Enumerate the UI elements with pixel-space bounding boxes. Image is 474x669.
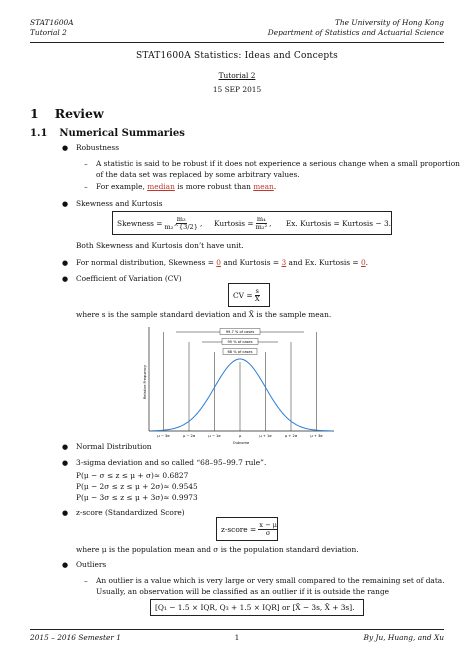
x-tick-label: μ − 1σ: [208, 434, 221, 438]
example-end: .: [273, 182, 277, 191]
label-95: 95 % of cases: [227, 340, 253, 344]
robustness-title: Robustness: [76, 143, 119, 152]
tutorial-label: Tutorial 2: [30, 28, 67, 37]
subsection-number: 1.1: [30, 128, 48, 139]
zscore-where: where μ is the population mean and σ is the population standard deviation.: [76, 545, 359, 554]
kurtosis-label: Kurtosis =: [214, 218, 254, 228]
zscore-fraction: [258, 522, 278, 537]
x-axis-label: Outcome: [232, 441, 250, 445]
zscore-label: z-score =: [221, 524, 257, 534]
example-prefix: For example,: [96, 182, 148, 191]
bracket-95: [202, 339, 278, 345]
x-tick-label: μ + 3σ: [310, 434, 323, 438]
zscore-denominator: σ: [265, 528, 271, 537]
robustness-line2: of the data set was replaced by some arbitrary values.: [96, 170, 300, 179]
section-title: Review: [54, 106, 104, 121]
subsection-heading: [30, 128, 185, 139]
outliers-title: Outliers: [76, 560, 107, 569]
moments-prefix: For normal distribution, Skewness =: [76, 258, 217, 267]
bracket-68: [223, 349, 257, 355]
bullet-icon: ●: [62, 561, 69, 569]
prob-three-sigma: P(μ − 3σ ≤ z ≤ μ + 3σ)≈ 0.9973: [76, 493, 198, 502]
bullet-icon: ●: [62, 144, 69, 152]
page-header: [30, 18, 444, 42]
robustness-example: [96, 182, 276, 192]
zscore-formula-box: [216, 517, 278, 541]
document-date: 15 SEP 2015: [212, 85, 262, 94]
normal-curve-figure: [140, 322, 340, 448]
x-tick-label: μ + 1σ: [259, 434, 272, 438]
moments-mid2: and Ex. Kurtosis =: [286, 258, 361, 267]
subsection-title: Numerical Summaries: [59, 128, 185, 139]
median-term: median: [147, 182, 175, 191]
cv-label: CV =: [233, 290, 253, 300]
page-footer: [30, 633, 444, 642]
kurtosis-denominator: m₂²: [255, 222, 268, 231]
cv-denominator: X̄: [254, 294, 260, 303]
dash-icon: –: [84, 576, 88, 585]
moments-mid1: and Kurtosis =: [220, 258, 282, 267]
zscore-title: z-score (Standardized Score): [76, 508, 185, 517]
skewness-denominator: m₂^{3/2}: [164, 222, 198, 231]
prob-one-sigma: P(μ − σ ≤ z ≤ μ + σ)≈ 0.6827: [76, 471, 189, 480]
skewness-label: Skewness =: [117, 218, 163, 228]
skewness-numerator: m₃: [176, 214, 186, 223]
bullet-icon: ●: [62, 275, 69, 283]
mean-term: mean: [253, 182, 274, 191]
header-rule: [30, 42, 444, 43]
skewness-value: 0: [216, 258, 221, 267]
robustness-line1: A statistic is said to be robust if it does not experience a serious change when a small proportion: [96, 159, 460, 168]
outlier-range-formula: [Q₁ − 1.5 × IQR, Q₃ + 1.5 × IQR] or [X̄ − 3s, X̄ + 3s].: [155, 603, 355, 612]
cv-formula-box: [228, 283, 270, 307]
cv-title: Coefficient of Variation (CV): [76, 274, 182, 283]
y-axis-label: Relative Frequency: [143, 364, 147, 400]
document-subtitle: Tutorial 2: [218, 71, 256, 80]
skew-kurt-title: Skewness and Kurtosis: [76, 199, 163, 208]
university-name: The University of Hong Kong: [334, 18, 444, 27]
course-code: STAT1600A: [30, 18, 74, 27]
label-68: 68 % of cases: [227, 350, 253, 354]
footer-authors: By Ju, Huang, and Xu: [363, 633, 444, 642]
bracket-997: [176, 329, 304, 335]
zscore-numerator: x − μ: [259, 520, 277, 529]
x-tick-label: μ − 2σ: [182, 434, 196, 438]
prob-two-sigma: P(μ − 2σ ≤ z ≤ μ + 2σ)≈ 0.9545: [76, 482, 198, 491]
x-tick-label: μ − 3σ: [157, 434, 170, 438]
sd-lines: [164, 332, 317, 431]
excess-kurtosis-formula: Ex. Kurtosis = Kurtosis − 3.: [285, 218, 391, 228]
footer-page-number: 1: [234, 633, 240, 642]
footer-semester: 2015 – 2016 Semester 1: [30, 633, 121, 642]
skewness-fraction: [165, 216, 198, 231]
cv-numerator: s: [255, 286, 259, 295]
x-tick-label: μ: [238, 434, 242, 438]
bullet-icon: ●: [62, 459, 69, 467]
excess-kurtosis-value: 0: [360, 258, 366, 267]
kurtosis-fraction: [256, 216, 268, 231]
tick-labels: [157, 434, 323, 438]
normal-distribution-moments: [76, 258, 368, 268]
outliers-line2: Usually, an observation will be classified as an outlier if it is outside the range: [96, 587, 390, 596]
cv-fraction: [255, 288, 260, 303]
bullet-icon: ●: [62, 443, 69, 451]
x-tick-label: μ + 2σ: [284, 434, 298, 438]
footer-rule: [30, 629, 444, 630]
normal-title: Normal Distribution: [76, 442, 152, 451]
department-name: Department of Statistics and Actuarial Science: [267, 28, 444, 37]
outlier-range-box: [150, 599, 364, 616]
skew-kurt-note: Both Skewness and Kurtosis don’t have unit.: [76, 241, 244, 250]
bell-curve: [152, 359, 332, 431]
bullet-icon: ●: [62, 259, 69, 267]
bullet-icon: ●: [62, 200, 69, 208]
label-997: 99.7 % of cases: [225, 330, 255, 334]
moments-end: .: [365, 258, 369, 267]
bullet-icon: ●: [62, 509, 69, 517]
section-number: 1: [30, 106, 39, 121]
section-heading: [30, 106, 104, 121]
sigma-rule: 3-sigma deviation and so called “68–95–99.7 rule”.: [76, 458, 267, 467]
cv-where: where s is the sample standard deviation and X̄ is the sample mean.: [76, 310, 332, 319]
skew-kurt-formula-box: Skewness = $\frac{\text{m₃}}{\text{m₂\textasciicircum{}\{3/2\}}}$ , Kurtosis = $\frac{\text{m₄}}{\text{m₂²}}$ , Ex. Kurtosis = Kurtosis − 3.: [112, 211, 392, 235]
outliers-line1: An outlier is a value which is very large or very small compared to the remaining set of data.: [96, 576, 445, 585]
kurtosis-value: 3: [281, 258, 287, 267]
kurtosis-numerator: m₄: [256, 214, 266, 223]
document-title: STAT1600A Statistics: Ideas and Concepts: [136, 51, 338, 61]
example-middle: is more robust than: [174, 182, 254, 191]
dash-icon: –: [84, 159, 88, 168]
dash-icon: –: [84, 182, 88, 191]
